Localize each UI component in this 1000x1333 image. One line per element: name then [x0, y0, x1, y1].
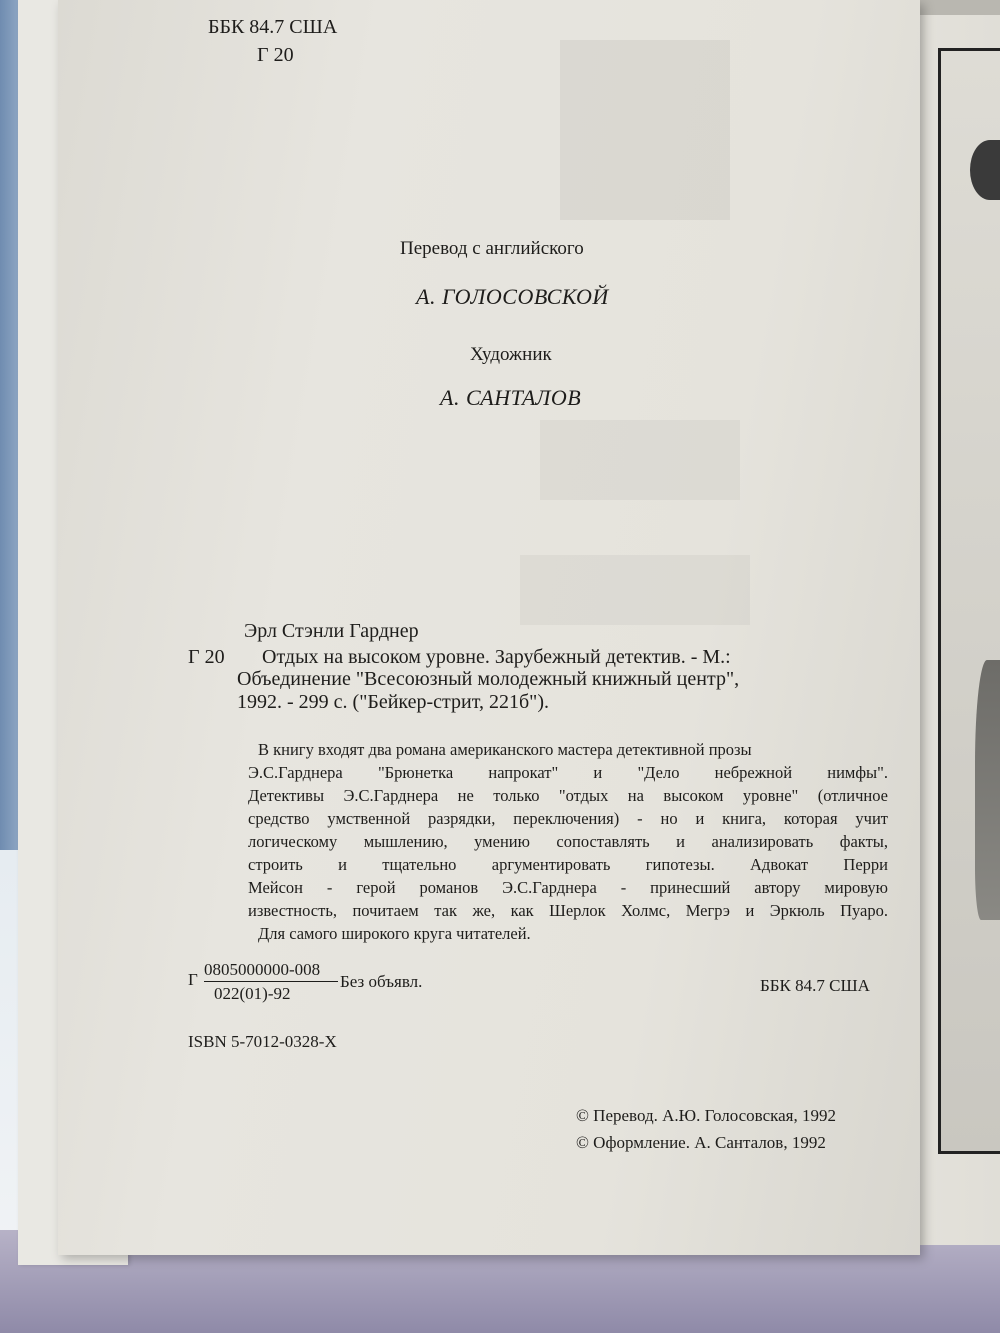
- annotation-line: Детективы Э.С.Гарднера не только "отдых на высоком уровне" (отличное: [248, 786, 888, 805]
- annotation-line: В книгу входят два романа американского мастера детективной прозы: [258, 740, 752, 759]
- record-line: Объединение "Всесоюзный молодежный книжный центр",: [237, 668, 740, 690]
- artist-name: А. САНТАЛОВ: [440, 385, 582, 410]
- annotation-line: логическому мышлению, умению сопоставлять и анализировать факты,: [248, 832, 888, 851]
- copyright-page: [58, 0, 920, 1255]
- imprint-denominator: 022(01)-92: [214, 984, 291, 1003]
- annotation-line: Мейсон - герой романов Э.С.Гарднера - принесший автору мировую: [248, 878, 888, 897]
- author-index-header: Г 20: [257, 44, 294, 66]
- imprint-price: Без объявл.: [340, 972, 423, 991]
- imprint-numerator: 0805000000-008: [204, 960, 321, 979]
- copyright-translation: © Перевод. А.Ю. Голосовская, 1992: [576, 1106, 837, 1125]
- imprint-fraction-bar: [204, 981, 338, 982]
- record-line: Отдых на высоком уровне. Зарубежный детектив. - М.:: [262, 646, 731, 668]
- annotation-line: Э.С.Гарднера "Брюнетка напрокат" и "Дело небрежной нимфы".: [248, 763, 888, 782]
- show-through-shape: [540, 420, 740, 500]
- bbk-code-footer: ББК 84.7 США: [760, 976, 870, 995]
- annotation-line: известность, почитаем так же, как Шерлок Холмс, Мегрэ и Эркюль Пуаро.: [248, 901, 888, 920]
- facing-page-illustration-figure: [975, 660, 1000, 920]
- imprint-letter: Г: [188, 970, 198, 989]
- artist-label: Художник: [470, 344, 552, 365]
- annotation-line: Для самого широкого круга читателей.: [258, 924, 531, 943]
- annotation-line: средство умственной разрядки, переключения) - но и книга, которая учит: [248, 809, 888, 828]
- translator-name: А. ГОЛОСОВСКОЙ: [416, 284, 609, 309]
- annotation: [248, 738, 888, 945]
- isbn: ISBN 5-7012-0328-X: [188, 1032, 337, 1051]
- translation-label: Перевод с английского: [400, 238, 584, 259]
- facing-page-illustration-frame: [938, 48, 1000, 1154]
- show-through-shape: [520, 555, 750, 625]
- record-index: Г 20: [188, 646, 225, 668]
- record-line: 1992. - 299 с. ("Бейкер-стрит, 221б").: [237, 691, 549, 713]
- copyright-design: © Оформление. А. Санталов, 1992: [576, 1133, 826, 1152]
- bbk-code-header: ББК 84.7 США: [208, 16, 338, 38]
- show-through-shape: [560, 40, 730, 220]
- annotation-line: строить и тщательно аргументировать гипотезы. Адвокат Перри: [248, 855, 888, 874]
- record-author: Эрл Стэнли Гарднер: [244, 620, 419, 642]
